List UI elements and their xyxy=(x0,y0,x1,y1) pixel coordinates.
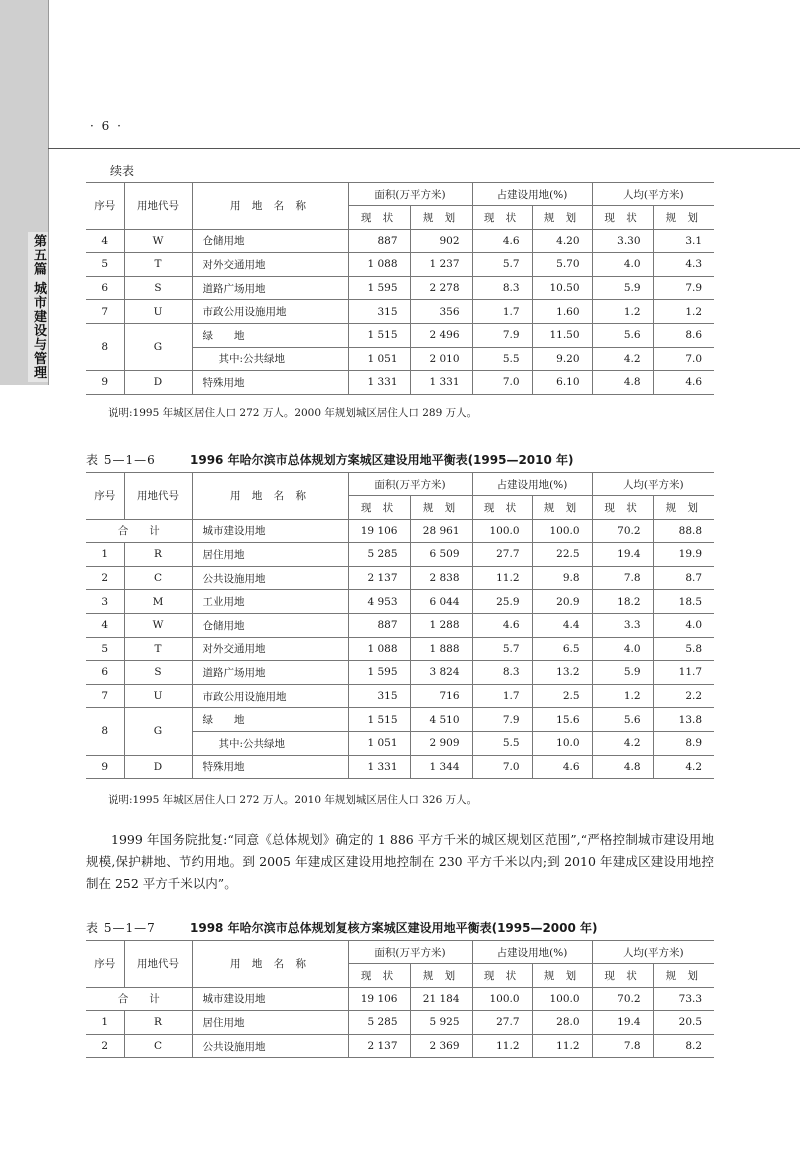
cell-code: U xyxy=(124,684,192,708)
cell-per-capita-current: 3.30 xyxy=(592,229,653,253)
cell-area-current: 1 088 xyxy=(348,637,410,661)
cell-seq: 5 xyxy=(86,253,124,277)
cell-code: C xyxy=(124,1034,192,1058)
cell-code: M xyxy=(124,590,192,614)
cell-code: S xyxy=(124,661,192,685)
cell-ratio-plan: 1.60 xyxy=(532,300,592,324)
header-current: 现 状 xyxy=(472,964,532,988)
cell-per-capita-plan: 4.2 xyxy=(653,755,714,779)
cell-per-capita-plan: 13.8 xyxy=(653,708,714,732)
cell-area-current: 1 515 xyxy=(348,323,410,347)
table-row xyxy=(86,323,714,347)
cell-per-capita-current: 3.3 xyxy=(592,613,653,637)
header-plan: 规 划 xyxy=(410,496,472,520)
cell-per-capita-plan: 19.9 xyxy=(653,543,714,567)
table-row xyxy=(86,755,714,779)
cell-area-plan: 2 369 xyxy=(410,1034,472,1058)
table3 xyxy=(86,940,714,1058)
cell-area-current: 1 515 xyxy=(348,708,410,732)
cell-ratio-current: 11.2 xyxy=(472,566,532,590)
cell-ratio-plan: 4.4 xyxy=(532,613,592,637)
cell-per-capita-current: 4.0 xyxy=(592,637,653,661)
cell-area-current: 19 106 xyxy=(348,519,410,543)
header-ratio: 占建设用地(%) xyxy=(472,183,592,206)
table-row xyxy=(86,613,714,637)
header-ratio: 占建设用地(%) xyxy=(472,941,592,964)
cell-area-plan: 2 496 xyxy=(410,323,472,347)
cell-seq: 7 xyxy=(86,300,124,324)
cell-per-capita-plan: 4.6 xyxy=(653,371,714,395)
table3-title: 1998 年哈尔滨市总体规划复核方案城区建设用地平衡表(1995—2000 年) xyxy=(190,921,598,935)
cell-area-plan: 2 278 xyxy=(410,276,472,300)
cell-area-plan: 2 010 xyxy=(410,347,472,371)
cell-ratio-current: 7.0 xyxy=(472,371,532,395)
cell-area-plan: 902 xyxy=(410,229,472,253)
table2-number: 表 5—1—6 xyxy=(86,453,156,467)
cell-ratio-plan: 5.70 xyxy=(532,253,592,277)
header-area: 面积(万平方米) xyxy=(348,183,472,206)
cell-area-plan: 3 824 xyxy=(410,661,472,685)
header-code: 用地代号 xyxy=(124,473,192,520)
cell-area-plan: 1 331 xyxy=(410,371,472,395)
cell-ratio-plan: 100.0 xyxy=(532,987,592,1011)
cell-code: C xyxy=(124,566,192,590)
cell-per-capita-current: 5.9 xyxy=(592,661,653,685)
cell-area-current: 5 285 xyxy=(348,1011,410,1035)
header-name: 用 地 名 称 xyxy=(192,183,348,230)
cell-name: 其中:公共绿地 xyxy=(192,731,348,755)
cell-per-capita-plan: 8.9 xyxy=(653,731,714,755)
cell-per-capita-current: 4.0 xyxy=(592,253,653,277)
cell-area-current: 887 xyxy=(348,229,410,253)
cell-area-plan: 28 961 xyxy=(410,519,472,543)
cell-ratio-current: 8.3 xyxy=(472,661,532,685)
header-plan: 规 划 xyxy=(410,206,472,230)
header-plan: 规 划 xyxy=(653,496,714,520)
table-total-row xyxy=(86,519,714,543)
header-name: 用 地 名 称 xyxy=(192,941,348,988)
cell-name: 其中:公共绿地 xyxy=(192,347,348,371)
cell-per-capita-current: 18.2 xyxy=(592,590,653,614)
cell-area-current: 1 051 xyxy=(348,347,410,371)
cell-name: 市政公用设施用地 xyxy=(192,300,348,324)
cell-per-capita-current: 5.6 xyxy=(592,708,653,732)
cell-area-current: 2 137 xyxy=(348,1034,410,1058)
cell-total-label: 合 计 xyxy=(86,519,192,543)
table2-note: 说明:1995 年城区居住人口 272 万人。2010 年规划城区居住人口 326 万人。 xyxy=(108,794,478,806)
cell-seq: 2 xyxy=(86,1034,124,1058)
table-row xyxy=(86,543,714,567)
table2-title: 1996 年哈尔滨市总体规划方案城区建设用地平衡表(1995—2010 年) xyxy=(190,453,574,467)
cell-ratio-plan: 9.20 xyxy=(532,347,592,371)
header-plan: 规 划 xyxy=(653,206,714,230)
cell-ratio-plan: 11.2 xyxy=(532,1034,592,1058)
table1-continuation-label: 续表 xyxy=(110,164,135,178)
table-row xyxy=(86,637,714,661)
cell-ratio-current: 27.7 xyxy=(472,1011,532,1035)
cell-area-plan: 716 xyxy=(410,684,472,708)
cell-per-capita-plan: 8.7 xyxy=(653,566,714,590)
cell-name: 居住用地 xyxy=(192,1011,348,1035)
cell-ratio-current: 1.7 xyxy=(472,684,532,708)
table-row xyxy=(86,253,714,277)
cell-area-plan: 2 838 xyxy=(410,566,472,590)
cell-area-plan: 6 509 xyxy=(410,543,472,567)
cell-area-plan: 2 909 xyxy=(410,731,472,755)
cell-seq: 9 xyxy=(86,371,124,395)
cell-name: 仓储用地 xyxy=(192,229,348,253)
cell-ratio-current: 5.7 xyxy=(472,637,532,661)
cell-per-capita-current: 4.2 xyxy=(592,731,653,755)
cell-code: R xyxy=(124,543,192,567)
header-area: 面积(万平方米) xyxy=(348,473,472,496)
cell-per-capita-current: 4.2 xyxy=(592,347,653,371)
cell-per-capita-plan: 8.6 xyxy=(653,323,714,347)
cell-per-capita-current: 1.2 xyxy=(592,300,653,324)
header-plan: 规 划 xyxy=(532,964,592,988)
cell-name: 特殊用地 xyxy=(192,755,348,779)
cell-per-capita-current: 1.2 xyxy=(592,684,653,708)
cell-ratio-plan: 6.5 xyxy=(532,637,592,661)
cell-ratio-plan: 10.50 xyxy=(532,276,592,300)
cell-seq: 8 xyxy=(86,323,124,370)
header-per-capita: 人均(平方米) xyxy=(592,473,714,496)
cell-ratio-plan: 2.5 xyxy=(532,684,592,708)
cell-per-capita-plan: 8.2 xyxy=(653,1034,714,1058)
cell-area-current: 315 xyxy=(348,684,410,708)
table-row xyxy=(86,661,714,685)
cell-code: T xyxy=(124,253,192,277)
cell-area-plan: 6 044 xyxy=(410,590,472,614)
header-name: 用 地 名 称 xyxy=(192,473,348,520)
cell-seq: 4 xyxy=(86,229,124,253)
table-row xyxy=(86,276,714,300)
cell-per-capita-plan: 7.9 xyxy=(653,276,714,300)
cell-area-current: 1 331 xyxy=(348,755,410,779)
table-row xyxy=(86,1034,714,1058)
table-row xyxy=(86,684,714,708)
cell-name: 城市建设用地 xyxy=(192,519,348,543)
table-row xyxy=(86,708,714,732)
cell-ratio-current: 11.2 xyxy=(472,1034,532,1058)
cell-area-plan: 1 237 xyxy=(410,253,472,277)
cell-per-capita-current: 7.8 xyxy=(592,1034,653,1058)
cell-code: U xyxy=(124,300,192,324)
cell-ratio-current: 100.0 xyxy=(472,519,532,543)
cell-code: T xyxy=(124,637,192,661)
cell-area-current: 315 xyxy=(348,300,410,324)
cell-name: 道路广场用地 xyxy=(192,276,348,300)
header-current: 现 状 xyxy=(348,964,410,988)
cell-ratio-current: 4.6 xyxy=(472,229,532,253)
cell-ratio-plan: 20.9 xyxy=(532,590,592,614)
cell-per-capita-current: 5.6 xyxy=(592,323,653,347)
header-plan: 规 划 xyxy=(653,964,714,988)
cell-ratio-current: 7.0 xyxy=(472,755,532,779)
cell-code: G xyxy=(124,708,192,755)
cell-code: D xyxy=(124,755,192,779)
cell-code: G xyxy=(124,323,192,370)
cell-ratio-current: 25.9 xyxy=(472,590,532,614)
section-tab: 第五篇 城市建设与管理 xyxy=(28,232,48,382)
cell-ratio-plan: 13.2 xyxy=(532,661,592,685)
header-ratio: 占建设用地(%) xyxy=(472,473,592,496)
cell-area-current: 1 595 xyxy=(348,661,410,685)
cell-code: R xyxy=(124,1011,192,1035)
cell-area-current: 1 051 xyxy=(348,731,410,755)
cell-ratio-plan: 15.6 xyxy=(532,708,592,732)
cell-per-capita-plan: 20.5 xyxy=(653,1011,714,1035)
cell-area-current: 1 331 xyxy=(348,371,410,395)
cell-per-capita-current: 70.2 xyxy=(592,987,653,1011)
cell-total-label: 合 计 xyxy=(86,987,192,1011)
cell-code: D xyxy=(124,371,192,395)
cell-area-plan: 356 xyxy=(410,300,472,324)
cell-name: 市政公用设施用地 xyxy=(192,684,348,708)
cell-code: W xyxy=(124,613,192,637)
cell-per-capita-current: 7.8 xyxy=(592,566,653,590)
cell-ratio-current: 5.7 xyxy=(472,253,532,277)
cell-per-capita-current: 70.2 xyxy=(592,519,653,543)
cell-area-current: 5 285 xyxy=(348,543,410,567)
cell-per-capita-current: 4.8 xyxy=(592,755,653,779)
table-row xyxy=(86,1011,714,1035)
cell-seq: 4 xyxy=(86,613,124,637)
cell-name: 公共设施用地 xyxy=(192,566,348,590)
cell-ratio-plan: 4.20 xyxy=(532,229,592,253)
cell-name: 居住用地 xyxy=(192,543,348,567)
cell-area-plan: 1 888 xyxy=(410,637,472,661)
cell-name: 工业用地 xyxy=(192,590,348,614)
cell-ratio-plan: 22.5 xyxy=(532,543,592,567)
cell-name: 对外交通用地 xyxy=(192,253,348,277)
cell-per-capita-plan: 5.8 xyxy=(653,637,714,661)
header-plan: 规 划 xyxy=(532,496,592,520)
cell-per-capita-plan: 4.3 xyxy=(653,253,714,277)
cell-area-current: 2 137 xyxy=(348,566,410,590)
header-current: 现 状 xyxy=(348,496,410,520)
cell-ratio-plan: 4.6 xyxy=(532,755,592,779)
cell-per-capita-plan: 11.7 xyxy=(653,661,714,685)
cell-ratio-current: 8.3 xyxy=(472,276,532,300)
header-seq: 序号 xyxy=(86,473,124,520)
header-plan: 规 划 xyxy=(410,964,472,988)
cell-ratio-current: 7.9 xyxy=(472,323,532,347)
cell-area-plan: 21 184 xyxy=(410,987,472,1011)
cell-seq: 6 xyxy=(86,661,124,685)
cell-ratio-current: 1.7 xyxy=(472,300,532,324)
header-per-capita: 人均(平方米) xyxy=(592,941,714,964)
cell-ratio-current: 5.5 xyxy=(472,347,532,371)
table-total-row xyxy=(86,987,714,1011)
cell-name: 城市建设用地 xyxy=(192,987,348,1011)
header-seq: 序号 xyxy=(86,183,124,230)
cell-area-plan: 1 288 xyxy=(410,613,472,637)
cell-name: 绿 地 xyxy=(192,323,348,347)
cell-name: 道路广场用地 xyxy=(192,661,348,685)
cell-per-capita-plan: 1.2 xyxy=(653,300,714,324)
cell-seq: 1 xyxy=(86,1011,124,1035)
header-code: 用地代号 xyxy=(124,941,192,988)
header-code: 用地代号 xyxy=(124,183,192,230)
cell-area-current: 1 088 xyxy=(348,253,410,277)
header-rule xyxy=(48,148,800,149)
header-current: 现 状 xyxy=(592,964,653,988)
table-row xyxy=(86,566,714,590)
cell-seq: 7 xyxy=(86,684,124,708)
cell-area-current: 4 953 xyxy=(348,590,410,614)
header-seq: 序号 xyxy=(86,941,124,988)
cell-area-current: 19 106 xyxy=(348,987,410,1011)
cell-seq: 2 xyxy=(86,566,124,590)
cell-per-capita-current: 19.4 xyxy=(592,1011,653,1035)
cell-per-capita-plan: 4.0 xyxy=(653,613,714,637)
cell-per-capita-current: 19.4 xyxy=(592,543,653,567)
cell-name: 特殊用地 xyxy=(192,371,348,395)
cell-code: W xyxy=(124,229,192,253)
header-current: 现 状 xyxy=(472,206,532,230)
header-per-capita: 人均(平方米) xyxy=(592,183,714,206)
cell-per-capita-current: 4.8 xyxy=(592,371,653,395)
cell-seq: 3 xyxy=(86,590,124,614)
page-number: · 6 · xyxy=(90,119,123,133)
table3-number: 表 5—1—7 xyxy=(86,921,156,935)
cell-ratio-current: 4.6 xyxy=(472,613,532,637)
table-row xyxy=(86,229,714,253)
cell-per-capita-current: 5.9 xyxy=(592,276,653,300)
table2 xyxy=(86,472,714,779)
cell-ratio-plan: 6.10 xyxy=(532,371,592,395)
cell-ratio-plan: 11.50 xyxy=(532,323,592,347)
cell-ratio-current: 27.7 xyxy=(472,543,532,567)
cell-per-capita-plan: 88.8 xyxy=(653,519,714,543)
header-current: 现 状 xyxy=(348,206,410,230)
cell-seq: 8 xyxy=(86,708,124,755)
table2-caption xyxy=(86,451,574,468)
table1 xyxy=(86,182,714,395)
cell-name: 绿 地 xyxy=(192,708,348,732)
cell-area-plan: 5 925 xyxy=(410,1011,472,1035)
table-row xyxy=(86,590,714,614)
cell-ratio-current: 7.9 xyxy=(472,708,532,732)
cell-area-plan: 4 510 xyxy=(410,708,472,732)
header-current: 现 状 xyxy=(592,496,653,520)
header-area: 面积(万平方米) xyxy=(348,941,472,964)
cell-ratio-current: 100.0 xyxy=(472,987,532,1011)
cell-area-current: 887 xyxy=(348,613,410,637)
cell-ratio-plan: 10.0 xyxy=(532,731,592,755)
cell-name: 对外交通用地 xyxy=(192,637,348,661)
header-current: 现 状 xyxy=(472,496,532,520)
body-paragraph: 1999 年国务院批复:“同意《总体规划》确定的 1 886 平方千米的城区规划区范围”,“严格控制城市建设用地规模,保护耕地、节约用地。到 2005 年建成区建设用地控制在 230 平方千米以内;到 2010 年建成区建设用地控制在 252 平方千米以内”。 xyxy=(86,832,714,891)
header-current: 现 状 xyxy=(592,206,653,230)
table-row xyxy=(86,371,714,395)
cell-per-capita-plan: 7.0 xyxy=(653,347,714,371)
header-plan: 规 划 xyxy=(532,206,592,230)
table3-caption xyxy=(86,919,598,936)
cell-seq: 6 xyxy=(86,276,124,300)
cell-per-capita-plan: 3.1 xyxy=(653,229,714,253)
cell-name: 仓储用地 xyxy=(192,613,348,637)
table1-note: 说明:1995 年城区居住人口 272 万人。2000 年规划城区居住人口 289 万人。 xyxy=(108,407,478,419)
cell-code: S xyxy=(124,276,192,300)
table-row xyxy=(86,300,714,324)
cell-name: 公共设施用地 xyxy=(192,1034,348,1058)
cell-per-capita-plan: 2.2 xyxy=(653,684,714,708)
cell-seq: 5 xyxy=(86,637,124,661)
cell-per-capita-plan: 73.3 xyxy=(653,987,714,1011)
cell-per-capita-plan: 18.5 xyxy=(653,590,714,614)
cell-ratio-current: 5.5 xyxy=(472,731,532,755)
cell-ratio-plan: 100.0 xyxy=(532,519,592,543)
cell-ratio-plan: 28.0 xyxy=(532,1011,592,1035)
cell-area-plan: 1 344 xyxy=(410,755,472,779)
cell-ratio-plan: 9.8 xyxy=(532,566,592,590)
cell-area-current: 1 595 xyxy=(348,276,410,300)
cell-seq: 1 xyxy=(86,543,124,567)
cell-seq: 9 xyxy=(86,755,124,779)
